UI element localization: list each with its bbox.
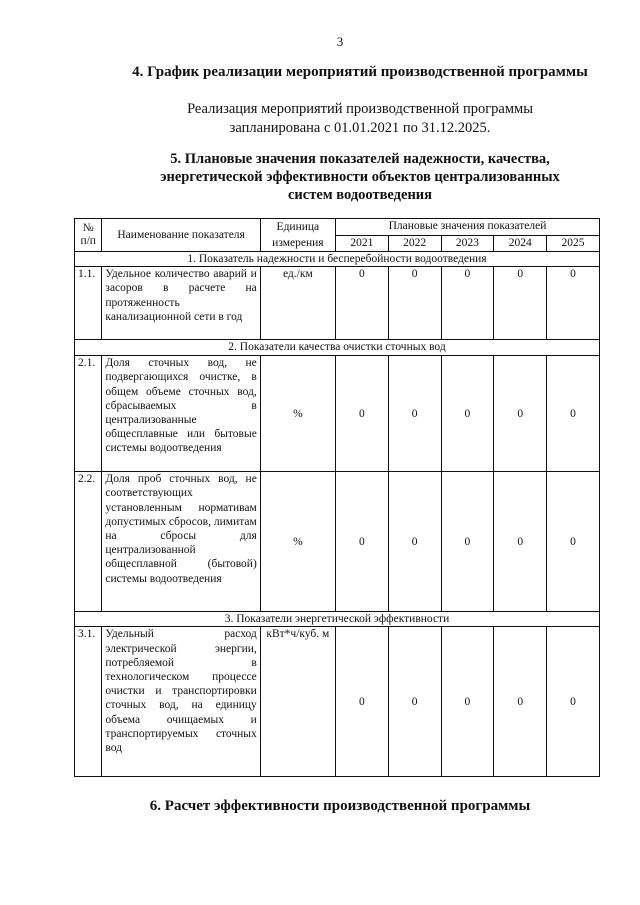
header-num: № п/п <box>75 219 102 252</box>
row-value: 0 <box>441 472 494 612</box>
implementation-schedule-text <box>0 100 640 138</box>
row-value: 0 <box>547 356 600 472</box>
row-unit: % <box>260 356 335 472</box>
table-row <box>75 472 600 612</box>
table-row <box>75 267 600 340</box>
row-value: 0 <box>335 472 388 612</box>
section-5-heading-line-1: 5. Плановые значения показателей надежности, качества, <box>170 151 550 167</box>
row-value: 0 <box>335 267 388 340</box>
implementation-text-line-1: Реализация мероприятий производственной программы <box>187 101 533 117</box>
row-value: 0 <box>547 627 600 777</box>
section-5-heading-line-3: систем водоотведения <box>287 187 433 203</box>
section-5-heading <box>0 150 640 204</box>
row-value: 0 <box>494 472 547 612</box>
implementation-text-line-2: запланирована с 01.01.2021 по 31.12.2025. <box>229 120 491 136</box>
row-indicator-name: Доля проб сточных вод, не соответствующих установленным нормативам допустимых сбросов, лимитам на сбросы для централизованной общесплавной (бытовой) системы водоотведения <box>102 472 260 612</box>
row-num: 3.1. <box>75 627 102 777</box>
page-number: 3 <box>336 34 344 49</box>
row-indicator-name: Удельный расход электрической энергии, потребляемой в технологическом процессе очистки и транспортировки сточных вод, на единицу объема очищаемых и транспортируемых сточных вод <box>102 627 260 777</box>
row-num: 2.2. <box>75 472 102 612</box>
row-value: 0 <box>494 356 547 472</box>
row-value: 0 <box>494 267 547 340</box>
row-value: 0 <box>335 627 388 777</box>
row-unit: ед./км <box>260 267 335 340</box>
row-value: 0 <box>547 472 600 612</box>
header-indicator-name: Наименование показателя <box>102 219 260 252</box>
row-value: 0 <box>335 356 388 472</box>
row-indicator-name: Удельное количество аварий и засоров в расчете на протяженность канализационной сети в год <box>102 267 260 340</box>
row-value: 0 <box>388 356 441 472</box>
header-year: 2021 <box>335 236 388 252</box>
row-value: 0 <box>441 267 494 340</box>
row-unit: % <box>260 472 335 612</box>
table-row <box>75 356 600 472</box>
section-title: 3. Показатели энергетической эффективности <box>75 612 600 627</box>
row-num: 2.1. <box>75 356 102 472</box>
row-indicator-name: Доля сточных вод, не подвергающихся очистке, в общем объеме сточных вод, сбрасываемых в централизованные общесплавные или бытовые системы водоотведения <box>102 356 260 472</box>
header-year: 2023 <box>441 236 494 252</box>
table-row <box>75 627 600 777</box>
section-4-heading: 4. График реализации мероприятий производственной программы <box>132 64 588 80</box>
row-value: 0 <box>388 472 441 612</box>
section-6-heading: 6. Расчет эффективности производственной программы <box>149 798 531 814</box>
row-value: 0 <box>494 627 547 777</box>
row-value: 0 <box>441 356 494 472</box>
section-5-heading-line-2: энергетической эффективности объектов централизованных <box>160 169 560 185</box>
header-year: 2024 <box>494 236 547 252</box>
section-title: 1. Показатель надежности и бесперебойности водоотведения <box>75 252 600 267</box>
row-value: 0 <box>388 267 441 340</box>
row-value: 0 <box>388 627 441 777</box>
header-year: 2022 <box>388 236 441 252</box>
row-unit: кВт*ч/куб. м <box>260 627 335 777</box>
header-unit: Единица измерения <box>260 219 335 252</box>
section-title: 2. Показатели качества очистки сточных вод <box>75 340 600 356</box>
header-year: 2025 <box>547 236 600 252</box>
row-value: 0 <box>441 627 494 777</box>
indicators-table <box>74 218 600 777</box>
row-value: 0 <box>547 267 600 340</box>
header-planned-values: Плановые значения показателей <box>335 219 599 236</box>
row-num: 1.1. <box>75 267 102 340</box>
